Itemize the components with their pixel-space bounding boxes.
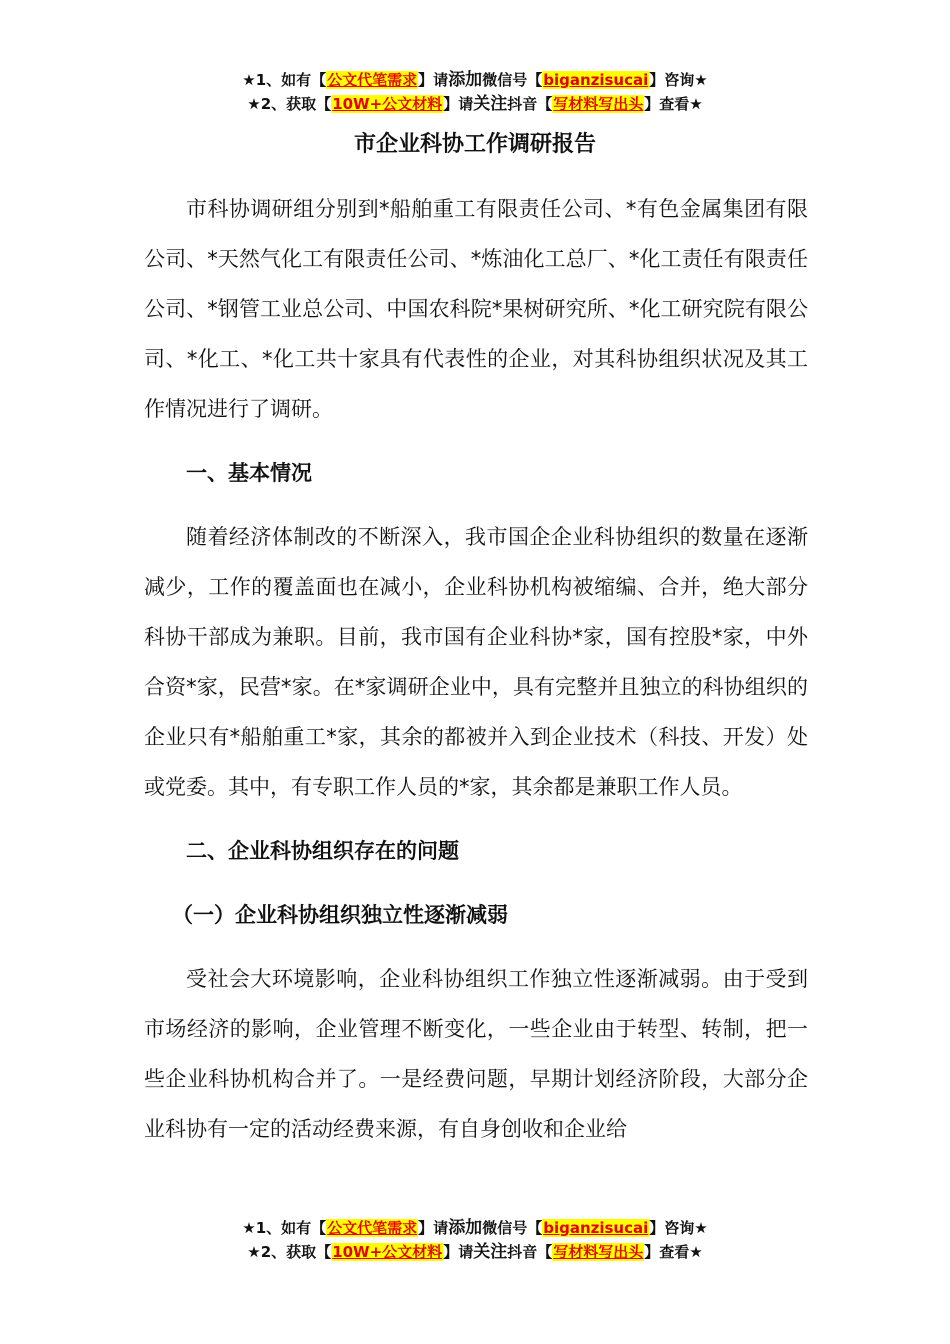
promo-line-1: ★1、如有【公文代笔需求】请添加微信号【biganzisucai】咨询★ [242, 70, 708, 90]
document-body [144, 184, 808, 1154]
highlight-wechat-id: biganzisucai [543, 71, 649, 89]
highlight-materials: 10W+公文材料 [332, 95, 443, 113]
section-paragraph-basic: 随着经济体制改的不断深入，我市国企企业科协组织的数量在逐渐减少，工作的覆盖面也在减小，企业科协机构被缩编、合并，绝大部分科协干部成为兼职。目前，我市国有企业科协*家，国有控股*家，中外合资*家，民营*家。在*家调研企业中，具有完整并且独立的科协组织的企业只有*船舶重工*家，其余的都被并入到企业技术（科技、开发）处或党委。其中，有专职工作人员的*家，其余都是兼职工作人员。 [144, 525, 808, 799]
highlight-douyin-account: 写材料写出头 [553, 1243, 644, 1261]
highlight-wechat-id: biganzisucai [543, 1219, 649, 1237]
subsection-heading-independence: （一）企业科协组织独立性逐渐减弱 [172, 903, 508, 927]
promo-line-1: ★1、如有【公文代笔需求】请添加微信号【biganzisucai】咨询★ [242, 1218, 708, 1238]
promo-banner-bottom [0, 1216, 950, 1264]
promo-banner-top [0, 68, 950, 116]
section-heading-problems: 二、企业科协组织存在的问题 [186, 839, 459, 863]
highlight-writing-service: 公文代笔需求 [327, 1219, 418, 1237]
document-title: 市企业科协工作调研报告 [353, 132, 596, 157]
intro-paragraph: 市科协调研组分别到*船舶重工有限责任公司、*有色金属集团有限公司、*天然气化工有限责任公司、*炼油化工总厂、*化工责任有限责任公司、*钢管工业总公司、中国农科院*果树研究所、*化工研究院有限公司、*化工、*化工共十家具有代表性的企业，对其科协组织状况及其工作情况进行了调研。 [144, 197, 808, 421]
highlight-writing-service: 公文代笔需求 [327, 71, 418, 89]
section-paragraph-independence: 受社会大环境影响，企业科协组织工作独立性逐渐减弱。由于受到市场经济的影响，企业管理不断变化，一些企业由于转型、转制，把一些企业科协机构合并了。一是经费问题，早期计划经济阶段，大部分企业科协有一定的活动经费来源，有自身创收和企业给 [144, 967, 808, 1141]
promo-line-2: ★2、获取【10W+公文材料】请关注抖音【写材料写出头】查看★ [247, 1242, 703, 1262]
highlight-douyin-account: 写材料写出头 [553, 95, 644, 113]
section-heading-basic: 一、基本情况 [186, 461, 312, 485]
highlight-materials: 10W+公文材料 [332, 1243, 443, 1261]
promo-line-2: ★2、获取【10W+公文材料】请关注抖音【写材料写出头】查看★ [247, 94, 703, 114]
